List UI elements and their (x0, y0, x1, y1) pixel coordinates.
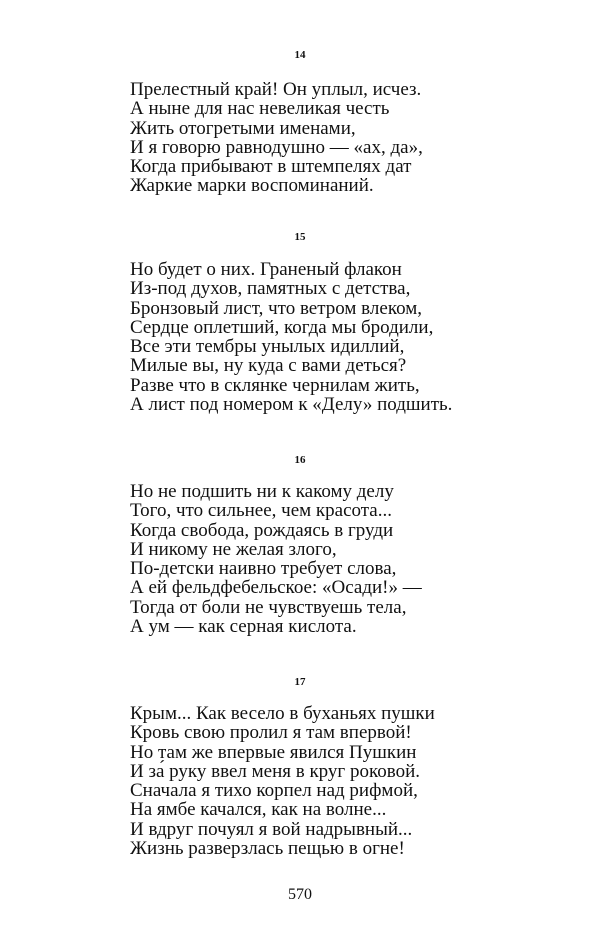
poem-line: Бронзовый лист, что ветром влеком, (130, 297, 422, 319)
poem-line: Сначала я тихо корпел над рифмой, (130, 780, 418, 802)
poem-line: А ныне для нас невеликая честь (130, 98, 390, 120)
stanza-number-14: 14 (294, 49, 306, 61)
stanza-16 (130, 482, 570, 636)
poem-line: А ум — как серная кислота. (130, 616, 357, 638)
poem-line: Милые вы, ну куда с вами деться? (130, 355, 407, 377)
stanza-17 (130, 704, 570, 858)
poem-line: Жить отогретыми именами, (130, 117, 356, 139)
poem-line: Но там же впервые явился Пушкин (130, 741, 417, 763)
poem-line: Все эти тембры унылых идиллий, (130, 336, 405, 358)
page-number: 570 (288, 886, 312, 903)
poem-line: И никому не желая злого, (130, 538, 337, 560)
poem-line: Прелестный край! Он уплыл, исчез. (130, 79, 422, 100)
poem-line: По-детски наивно требует слова, (130, 558, 397, 580)
poem-line: Разве что в склянке чернилам жить, (130, 374, 420, 396)
stanza-number-15: 15 (294, 231, 306, 243)
poem-line: Кровь свою пролил я там впервой! (130, 722, 412, 744)
poem-line: Когда свобода, рождаясь в груди (130, 519, 394, 541)
poem-line: А ей фельдфебельское: «Осади!» — (130, 577, 422, 599)
poem-line: Когда прибывают в штемпелях дат (130, 156, 412, 178)
poem-line: И вдруг почуял я вой надрывный... (130, 818, 413, 840)
stanza-15 (130, 260, 570, 414)
stanza-number-17: 17 (294, 676, 306, 688)
poem-line: Крым... Как весело в буханьях пушки (130, 703, 435, 724)
poem-line: Сердце оплетший, когда мы бродили, (130, 316, 434, 338)
poem-line: Но будет о них. Граненый флакон (130, 259, 402, 280)
poem-line: Тогда от боли не чувствуешь тела, (130, 596, 407, 618)
stanza-14 (130, 80, 570, 196)
poem-line: А лист под номером к «Делу» подшить. (130, 394, 453, 416)
poem-line: Жаркие марки воспоминаний. (130, 175, 374, 197)
poem-line: Того, что сильнее, чем красота... (130, 500, 392, 522)
poem-line: Жизнь разверзлась пещью в огне! (130, 838, 405, 860)
poem-line: И я говорю равнодушно — «ах, да», (130, 136, 423, 158)
stanza-number-16: 16 (294, 454, 306, 466)
poem-line: Из-под духов, памятных с детства, (130, 278, 411, 300)
poem-line: Но не подшить ни к какому делу (130, 481, 394, 502)
poem-line: И за́ руку ввел меня в круг роковой. (130, 760, 421, 782)
poem-line: На ямбе качался, как на волне... (130, 799, 387, 821)
